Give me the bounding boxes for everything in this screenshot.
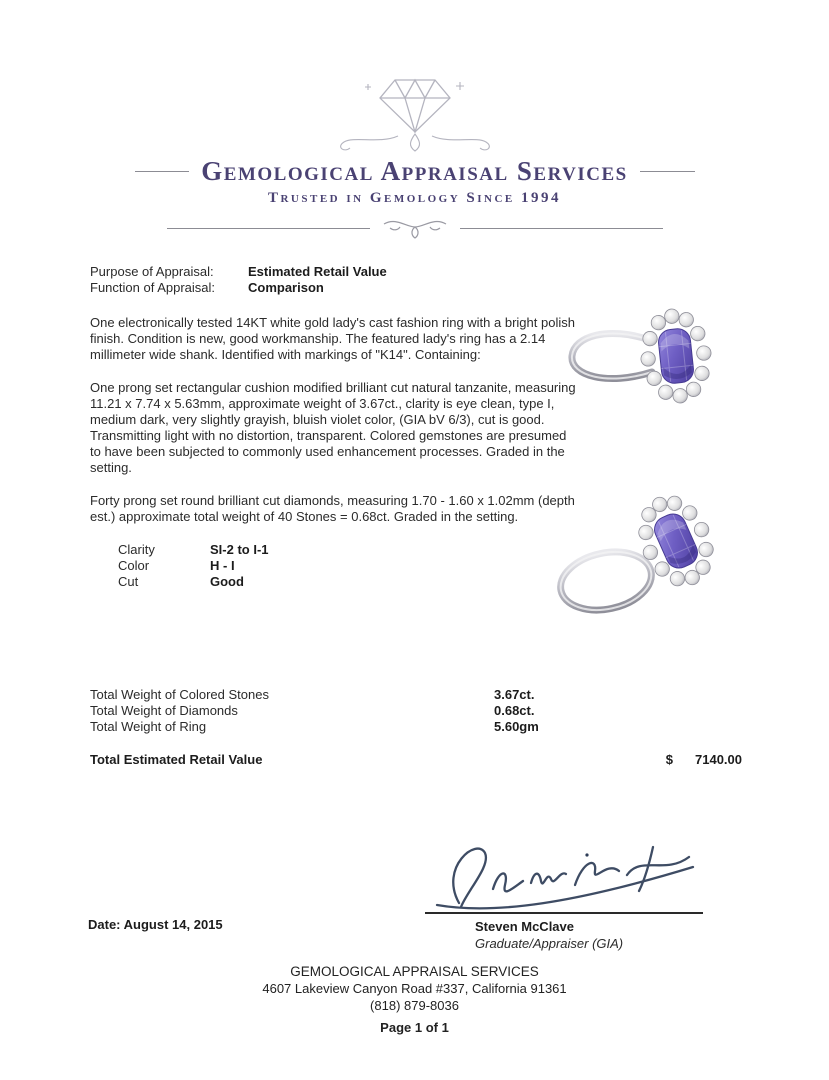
handwritten-signature xyxy=(425,833,703,911)
total-amount: 7140.00 xyxy=(695,752,742,767)
footer-company-name: GEMOLOGICAL APPRAISAL SERVICES xyxy=(290,964,539,979)
divider-line xyxy=(640,171,695,172)
currency-symbol: $ xyxy=(665,752,673,767)
diamond-logo-icon xyxy=(320,74,510,154)
appraisal-date xyxy=(88,917,223,932)
weight-label: Total Weight of Diamonds xyxy=(90,703,238,718)
document-footer xyxy=(0,963,829,1036)
purpose-value: Estimated Retail Value xyxy=(248,264,387,279)
total-value-row xyxy=(90,752,742,767)
ring-photo-side xyxy=(548,486,733,626)
purpose-row xyxy=(90,264,576,280)
signature-block xyxy=(425,833,703,951)
date-value: August 14, 2015 xyxy=(123,917,223,932)
weight-value: 3.67ct. xyxy=(494,687,535,702)
company-title: Gemological Appraisal Services xyxy=(201,156,628,186)
grading-label: Cut xyxy=(118,574,139,589)
divider-line xyxy=(135,171,190,172)
weight-label: Total Weight of Colored Stones xyxy=(90,687,269,702)
divider-line xyxy=(167,228,370,229)
weight-value: 0.68ct. xyxy=(494,703,535,718)
item-description xyxy=(90,315,576,525)
description-paragraph: One electronically tested 14KT white gold lady's cast fashion ring with a bright polish finish. Condition is new, good workmanship. The featured lady's ring has a 2.14 millimeter wide shank. Identified with markings of "K14". Containing: xyxy=(90,315,575,362)
grading-value: Good xyxy=(210,574,244,589)
grading-row xyxy=(118,558,576,574)
weights-section xyxy=(90,687,650,735)
grading-row xyxy=(118,542,576,558)
grading-row xyxy=(118,574,576,590)
appraiser-title: Graduate/Appraiser (GIA) xyxy=(475,936,624,951)
weight-row xyxy=(90,687,650,703)
grading-value: H - I xyxy=(210,558,235,573)
appraisal-body xyxy=(90,264,576,590)
weight-row xyxy=(90,719,650,735)
signature-line xyxy=(425,912,703,914)
company-tagline: Trusted in Gemology Since 1994 xyxy=(267,190,562,206)
divider-line xyxy=(460,228,663,229)
footer-address: 4607 Lakeview Canyon Road #337, California 91361 xyxy=(262,981,567,996)
diamond-grading-table xyxy=(90,542,576,590)
grading-label: Color xyxy=(118,558,150,573)
purpose-label: Purpose of Appraisal: xyxy=(90,264,214,279)
page-number: Page 1 of 1 xyxy=(380,1020,449,1035)
appraiser-name: Steven McClave xyxy=(475,919,574,934)
function-value: Comparison xyxy=(248,280,324,295)
function-row xyxy=(90,280,576,296)
weight-value: 5.60gm xyxy=(494,719,539,734)
scroll-flourish-icon xyxy=(380,215,450,241)
grading-label: Clarity xyxy=(118,542,155,557)
description-paragraph: One prong set rectangular cushion modified brilliant cut natural tanzanite, measuring 11.21 x 7.74 x 5.63mm, approximate weight of 3.67ct., clarity is eye clean, type I, medium dark, very slightly grayish, bluish violet color, (GIA bV 6/3), cut is good. Transmitting light with no distortion, transparent. Colored gemstones are presumed to have been subjected to commonly used enhancement processes. Graded in the setting. xyxy=(90,380,576,475)
description-paragraph: Forty prong set round brilliant cut diamonds, measuring 1.70 - 1.60 x 1.02mm (depth est.) approximate total weight of 40 Stones = 0.68ct. Graded in the setting. xyxy=(90,493,575,524)
ring-photo-top xyxy=(556,290,736,425)
grading-value: SI-2 to I-1 xyxy=(210,542,269,557)
total-label: Total Estimated Retail Value xyxy=(90,752,263,767)
function-label: Function of Appraisal: xyxy=(90,280,216,295)
weight-label: Total Weight of Ring xyxy=(90,719,207,734)
weight-row xyxy=(90,703,650,719)
date-label: Date: xyxy=(88,917,121,932)
footer-phone: (818) 879-8036 xyxy=(370,998,459,1013)
document-header xyxy=(0,74,829,241)
